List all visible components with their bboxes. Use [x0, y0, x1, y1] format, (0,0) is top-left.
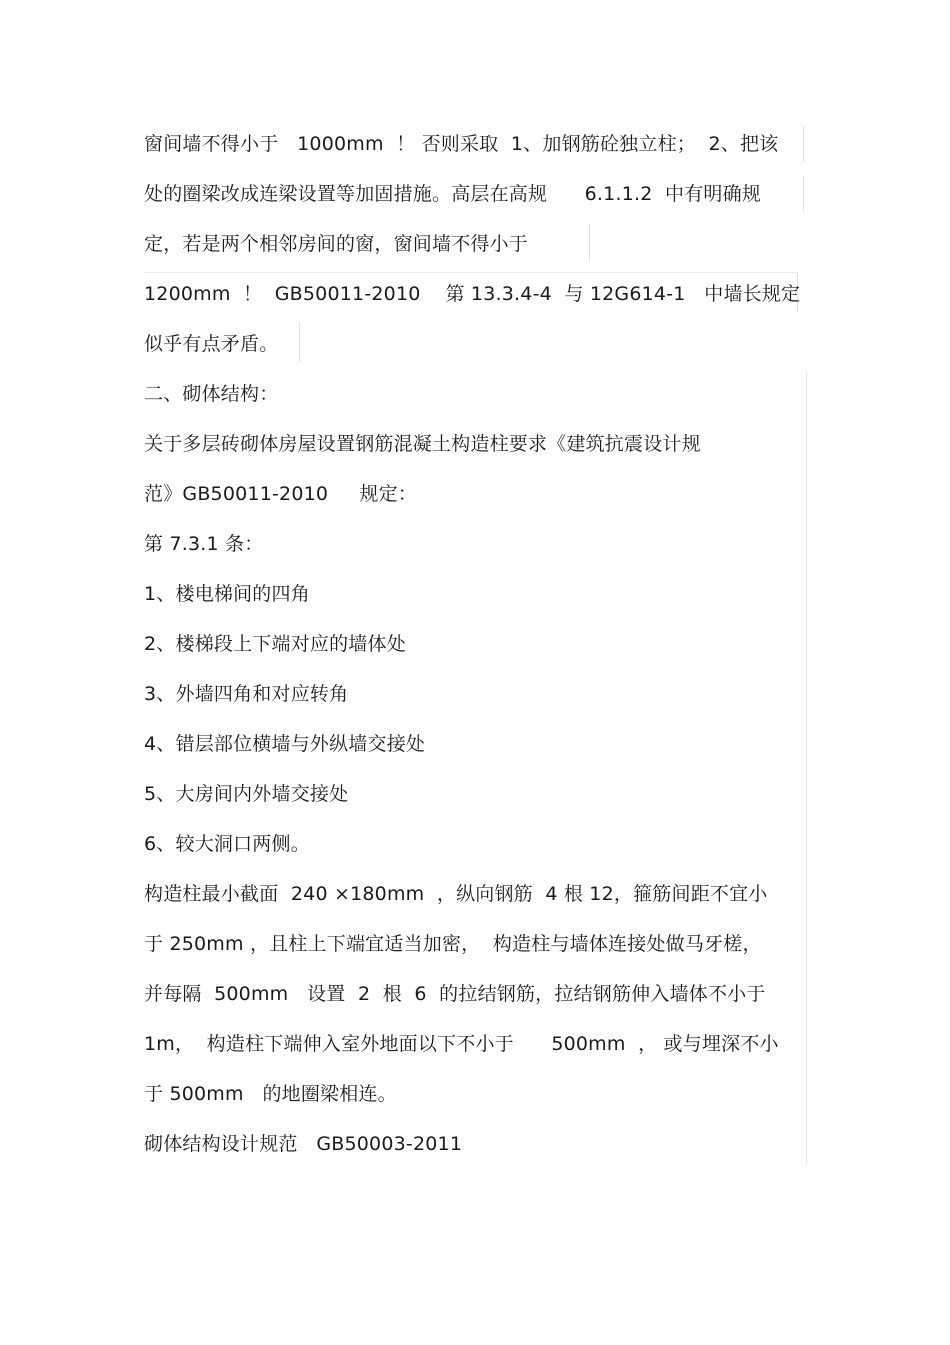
paragraph-line-16: 构造柱最小截面 240 ×180mm ，纵向钢筋 4 根 12，箍筋间距不宜小 [144, 883, 768, 905]
paragraph-line-4: 1200mm ！ GB50011-2010 第 13.3.4-4 与 12G614-1 中墙长规定 [144, 283, 801, 305]
clause-heading: 第 7.3.1 条： [144, 533, 264, 555]
margin-rule [299, 322, 300, 362]
margin-rule [803, 126, 804, 162]
list-item-2: 2、楼梯段上下端对应的墙体处 [144, 633, 406, 655]
paragraph-line-20: 于 500mm 的地圈梁相连。 [144, 1083, 397, 1105]
margin-rule [803, 176, 804, 212]
paragraph-line-1: 窗间墙不得小于 1000mm ！ 否则采取 1、加钢筋砼独立柱； 2、把该 [144, 133, 779, 155]
list-item-4: 4、错层部位横墙与外纵墙交接处 [144, 733, 426, 755]
paragraph-line-18: 并每隔 500mm 设置 2 根 6 的拉结钢筋，拉结钢筋伸入墙体不小于 [144, 983, 766, 1005]
paragraph-line-3: 定，若是两个相邻房间的窗，窗间墙不得小于 [144, 233, 529, 255]
list-item-1: 1、楼电梯间的四角 [144, 583, 310, 605]
list-item-6: 6、较大洞口两侧。 [144, 833, 310, 855]
paragraph-line-19: 1m， 构造柱下端伸入室外地面以下不小于 500mm ， 或与埋深不小 [144, 1033, 779, 1055]
margin-rule [806, 372, 807, 1164]
paragraph-line-7: 关于多层砖砌体房屋设置钢筋混凝土构造柱要求《建筑抗震设计规 [144, 433, 701, 455]
paragraph-line-17: 于 250mm ，且柱上下端宜适当加密， 构造柱与墙体连接处做马牙槎， [144, 933, 762, 955]
margin-rule [144, 272, 798, 273]
paragraph-line-2: 处的圈梁改成连梁设置等加固措施。高层在高规 6.1.1.2 中有明确规 [144, 183, 761, 205]
margin-rule [589, 224, 590, 262]
section-heading: 二、砌体结构： [144, 383, 279, 405]
list-item-3: 3、外墙四角和对应转角 [144, 683, 349, 705]
paragraph-line-5: 似乎有点矛盾。 [144, 333, 279, 355]
paragraph-line-21: 砌体结构设计规范 GB50003-2011 [144, 1133, 463, 1155]
list-item-5: 5、大房间内外墙交接处 [144, 783, 349, 805]
paragraph-line-8: 范》GB50011-2010 规定： [144, 483, 418, 505]
